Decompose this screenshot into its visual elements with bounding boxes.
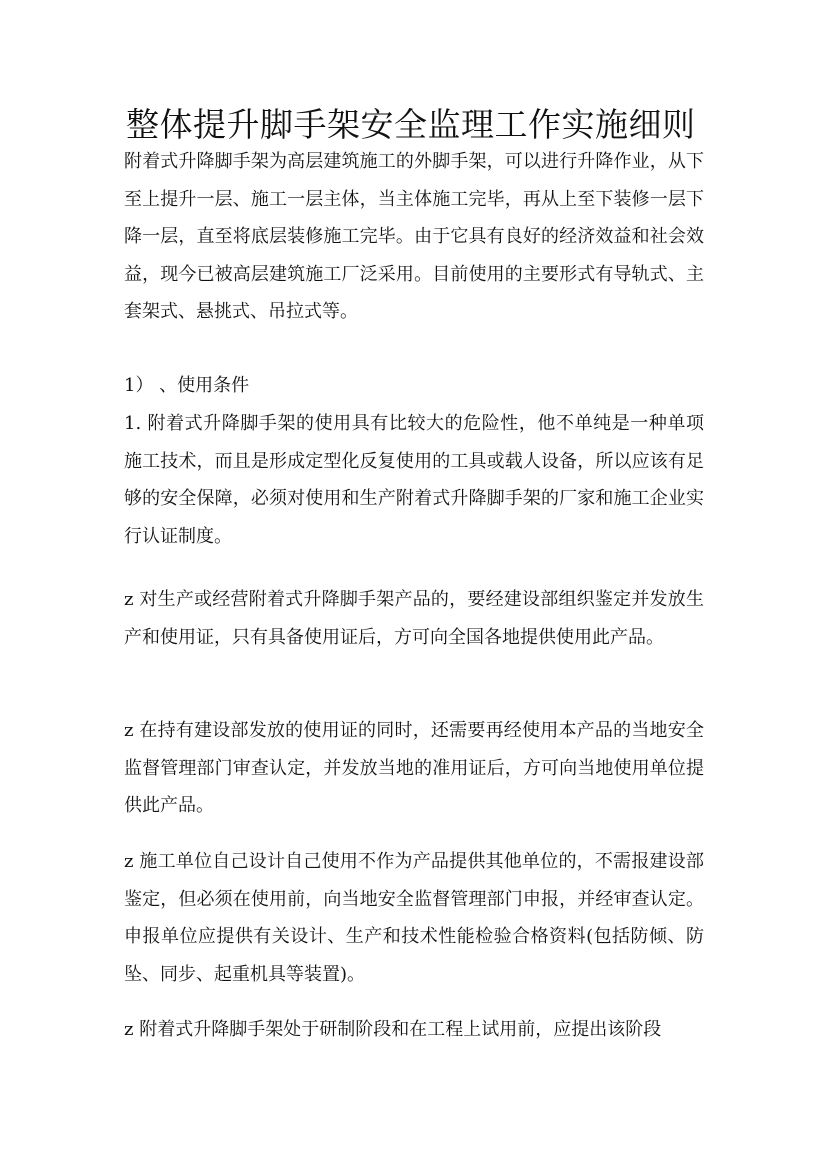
document-title: 整体提升脚手架安全监理工作实施细则 (126, 105, 696, 144)
bullet-paragraph-3: z 施工单位自己设计自己使用不作为产品提供其他单位的，不需报建设部鉴定，但必须在使用前，向当地安全监督管理部门申报，并经审查认定。申报单位应提供有关设计、生产和技术性能检验合格资料(包括防倾、防坠、同步、起重机具等装置)。 (124, 851, 704, 985)
section-heading-usage-conditions: 1） 、使用条件 (124, 375, 250, 396)
bullet-paragraph-2: z 在持有建设部发放的使用证的同时，还需要再经使用本产品的当地安全监督管理部门审查认定，并发放当地的准用证后，方可向当地使用单位提供此产品。 (124, 720, 704, 816)
bullet-paragraph-4: z 附着式升降脚手架处于研制阶段和在工程上试用前，应提出该阶段 (124, 1019, 662, 1040)
intro-paragraph: 附着式升降脚手架为高层建筑施工的外脚手架，可以进行升降作业，从下至上提升一层、施工一层主体，当主体施工完毕，再从上至下装修一层下降一层，直至将底层装修施工完毕。由于它具有良好的经济效益和社会效益，现今已被高层建筑施工厂泛采用。目前使用的主要形式有导轨式、主套架式、悬挑式、吊拉式等。 (124, 151, 704, 322)
bullet-paragraph-1: z 对生产或经营附着式升降脚手架产品的，要经建设部组织鉴定并发放生产和使用证，只有具备使用证后，方可向全国各地提供使用此产品。 (124, 589, 704, 648)
condition-paragraph-1: 1. 附着式升降脚手架的使用具有比较大的危险性，他不单纯是一种单项施工技术，而且是形成定型化反复使用的工具或载人设备，所以应该有足够的安全保障，必须对使用和生产附着式升降脚手架的厂家和施工企业实行认证制度。 (124, 413, 704, 547)
